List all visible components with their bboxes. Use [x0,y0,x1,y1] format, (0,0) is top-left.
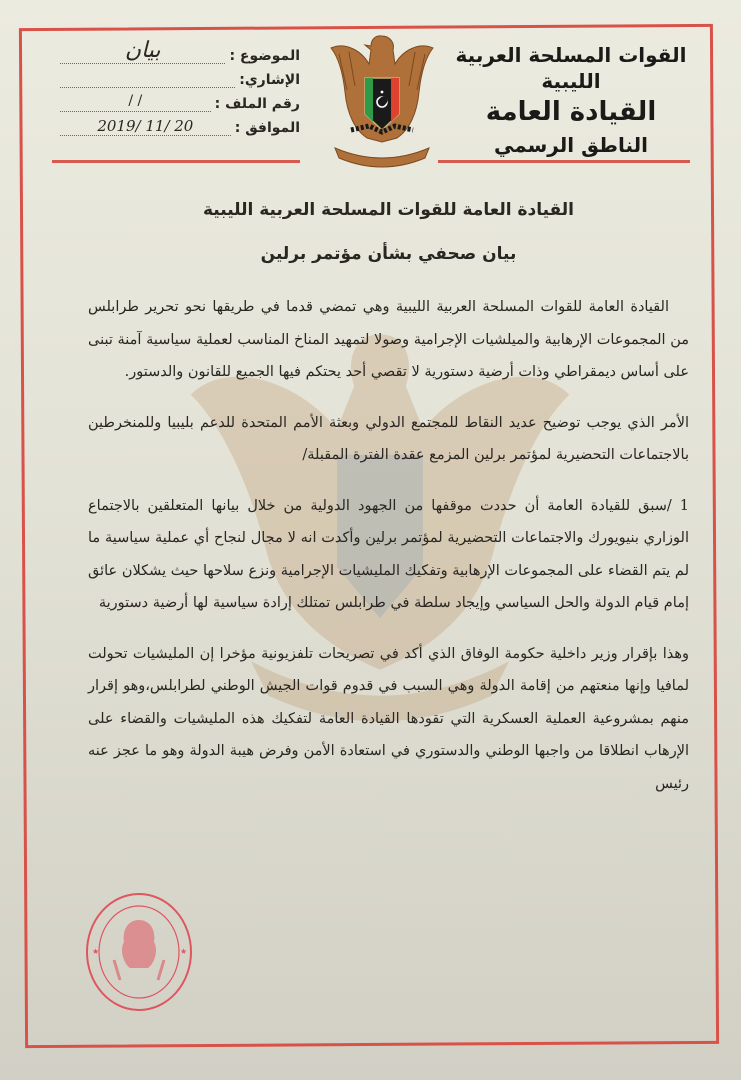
org-command: القيادة العامة [485,97,657,127]
paragraph: وهذا بإقرار وزير داخلية حكومة الوفاق الذي أكد في تصريحات تلفزيونية مؤخرا إن المليشيات تحولت لمافيا وإنها منعتهم من إقامة الدولة وهي السبب في قدوم قوات الجيش الوطني لطرابلس،وهو إقرار منهم بمشروعية العملية العسكرية التي تقودها القيادة العامة لتفكيك هذه المليشيات والقضاء على الإرهاب انطلاقا من واجبها الوطني والدستوري في استعادة الأمن وفرض هيبة الدولة وهو ما عجز عنه رئيس [88,645,689,792]
subject-value: بيان [60,39,225,64]
file-number-value: / / [60,93,211,112]
libyan-eagle-emblem-icon [325,30,440,170]
reference-label: الإشاري: [239,72,300,88]
document-title: القيادة العامة للقوات المسلحة العربية الليبية [203,200,574,220]
svg-text:★: ★ [92,947,100,956]
svg-text:★: ★ [180,947,188,956]
subject-label: الموضوع : [229,48,300,64]
document-subtitle: بيان صحفي بشأن مؤتمر برلين [260,244,517,264]
reference-value [60,69,235,88]
org-name: القوات المسلحة العربية الليبية [455,43,687,93]
date-label: الموافق : [234,120,300,136]
official-stamp-icon [84,890,194,1015]
header-divider-left [52,160,300,163]
letterhead-org-block [441,42,701,160]
subject-field [60,40,300,64]
letter-meta-fields [60,40,300,136]
file-number-field [60,88,300,112]
paragraph: الأمر الذي يوجب توضيح عديد النقاط للمجتمع الدولي وبعثة الأمم المتحدة للدعم بليبيا وللمنخرطين بالاجتماعات التحضيرية لمؤتمر برلين المزمع عقدة الفترة المقبلة/ [88,414,689,463]
org-spokesman: الناطق الرسمي [494,133,648,157]
date-value: 2019/ 11/ 20 [60,117,231,136]
paragraph: 1 /سبق للقيادة العامة أن حددت موقفها من الجهود الدولية من خلال بيانها المتعلقين بالاجتماع الوزاري بنيويورك والاجتماعات التحضيرية لمؤتمر برلين وأكدت انه لا مجال لنجاح أي عملية سياسية ما لم يتم القضاء على المجموعات الإرهابية وتفكيك المليشيات الإجرامية ونزع سلاحها حيث يشكلان عائق إمام قيام الدولة والحل السياسي وإيجاد سلطة في طرابلس تمتلك إرادة سياسية لها أرضية دستورية [88,497,689,611]
date-field [60,112,300,136]
file-number-label: رقم الملف : [214,96,300,112]
statement-body [88,195,689,818]
reference-field [60,64,300,88]
header-divider-right [438,160,690,163]
paragraph: القيادة العامة للقوات المسلحة العربية الليبية وهي تمضي قدما في طريقها نحو تحرير طرابلس من المجموعات الإرهابية والميلشيات الإجرامية وصولا لتمهيد المناخ المناسب لعملية سياسية آمنة تبنى على أساس ديمقراطي وذات أرضية دستورية لا تقصي أحد يحتكم فيها الجميع للقانون والدستور. [88,299,689,380]
